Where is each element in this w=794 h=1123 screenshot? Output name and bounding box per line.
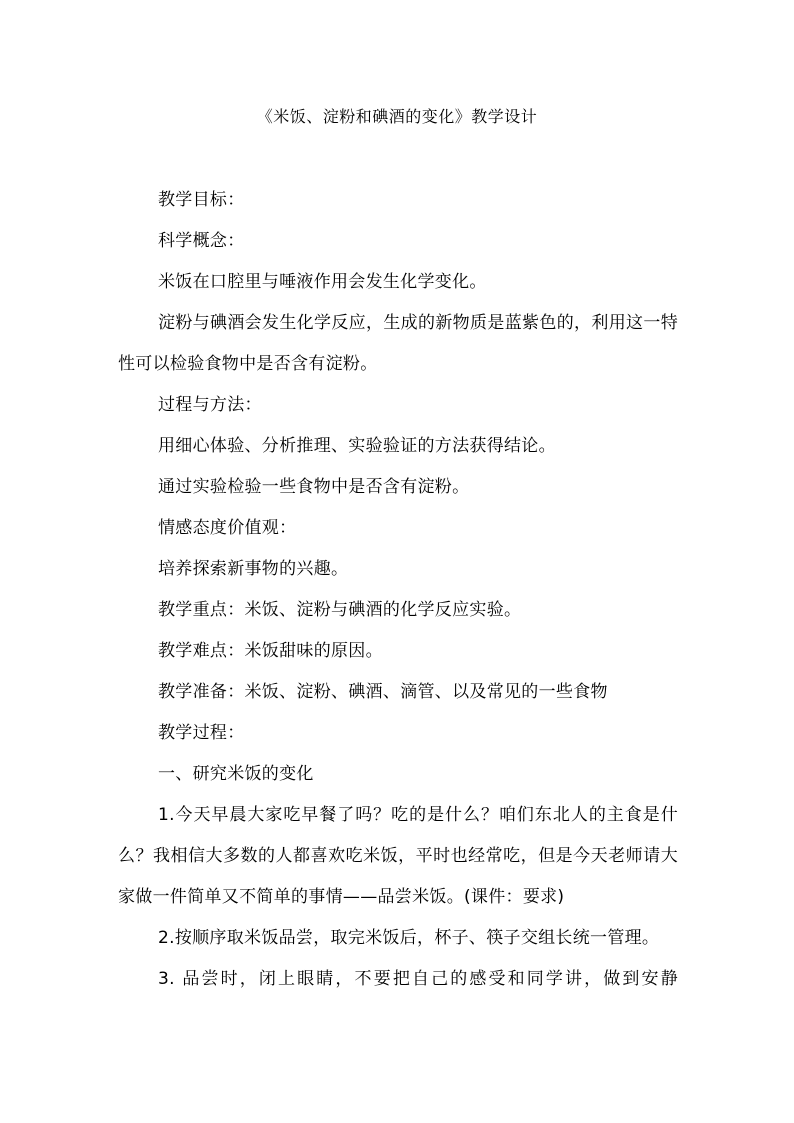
paragraph-teaching-goals: 教学目标： — [158, 190, 245, 210]
paragraph-interest: 培养探索新事物的兴趣。 — [158, 559, 349, 579]
paragraph-attitude-values: 情感态度价值观： — [158, 518, 297, 538]
paragraph-science-concepts: 科学概念： — [158, 231, 245, 251]
paragraph-section-one: 一、研究米饭的变化 — [158, 764, 314, 784]
paragraph-preparation: 教学准备：米饭、淀粉、碘酒、滴管、以及常见的一些食物 — [158, 682, 608, 702]
paragraph-teaching-process: 教学过程： — [158, 723, 245, 743]
paragraph-key-points: 教学重点：米饭、淀粉与碘酒的化学反应实验。 — [158, 600, 522, 620]
paragraph-method-description: 用细心体验、分析推理、实验验证的方法获得结论。 — [158, 436, 556, 456]
paragraph-difficulties: 教学难点：米饭甜味的原因。 — [158, 641, 383, 661]
paragraph-starch-iodine: 淀粉与碘酒会发生化学反应，生成的新物质是蓝紫色的，利用这一特性可以检验食物中是否含有淀粉。 — [118, 313, 678, 374]
document-title: 《米饭、淀粉和碘酒的变化》教学设计 — [256, 107, 538, 126]
paragraph-experiment-test: 通过实验检验一些食物中是否含有淀粉。 — [158, 477, 470, 497]
paragraph-step-one: 1.今天早晨大家吃早餐了吗？吃的是什么？咱们东北人的主食是什么？我相信大多数的人都喜欢吃米饭，平时也经常吃，但是今天老师请大家做一件简单又不简单的事情——品尝米饭。(课件：要求) — [118, 805, 678, 907]
paragraph-rice-saliva: 米饭在口腔里与唾液作用会发生化学变化。 — [158, 272, 487, 292]
paragraph-process-methods: 过程与方法： — [158, 395, 262, 415]
paragraph-step-three: 3. 品尝时，闭上眼睛，不要把自己的感受和同学讲，做到安静 — [158, 969, 678, 989]
document-body — [118, 180, 678, 1000]
paragraph-step-two: 2.按顺序取米饭品尝，取完米饭后，杯子、筷子交组长统一管理。 — [158, 928, 660, 948]
